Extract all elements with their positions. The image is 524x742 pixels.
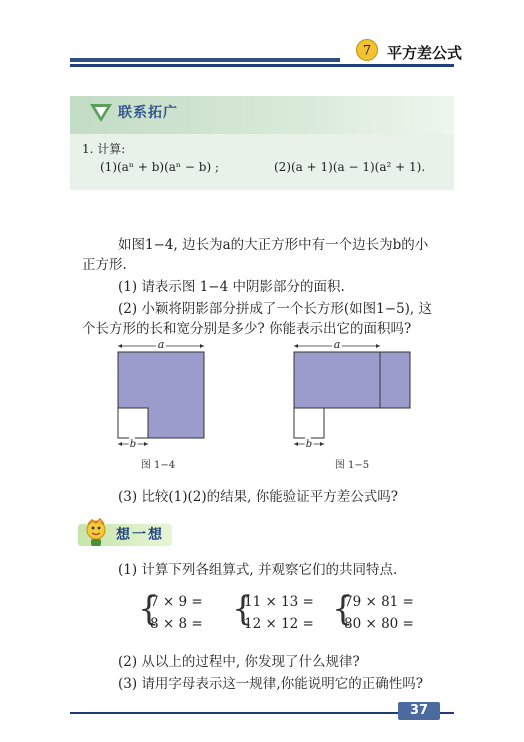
chapter-number-badge bbox=[355, 38, 379, 62]
arrow-right-icon bbox=[200, 344, 204, 348]
chapter-title: 平方差公式 bbox=[387, 44, 463, 62]
header-rule bbox=[70, 64, 454, 67]
footer-rule bbox=[70, 712, 454, 714]
label-b: b bbox=[129, 439, 137, 450]
thinking-kid-icon bbox=[82, 516, 110, 548]
rectangle-part-2 bbox=[380, 352, 410, 408]
small-square bbox=[118, 408, 148, 438]
figure-caption: 图 1−5 bbox=[334, 460, 370, 471]
think-q3: (3) 请用字母表示这一规律,你能说明它的正确性吗? bbox=[118, 676, 423, 692]
arrow-left-icon bbox=[118, 442, 122, 446]
page-number: 37 bbox=[409, 703, 429, 718]
problem-intro-line1: 如图1−4, 边长为a的大正方形中有一个边长为b的小 bbox=[118, 237, 429, 253]
problem-intro-line2: 正方形. bbox=[82, 257, 127, 273]
figure-1-4 bbox=[108, 338, 228, 478]
section-title: 联系拓广 bbox=[118, 105, 178, 121]
exercise-expr-2: (2)(a + 1)(a − 1)(a² + 1). bbox=[274, 160, 426, 174]
brace-1: { bbox=[138, 589, 160, 629]
header-bar bbox=[70, 58, 340, 62]
section-triangle-icon bbox=[88, 100, 114, 126]
arrow-right-icon bbox=[376, 344, 380, 348]
label-a: a bbox=[157, 338, 165, 351]
problem-q3: (3) 比较(1)(2)的结果, 你能验证平方差公式吗? bbox=[118, 489, 398, 505]
problem-q1: (1) 请表示图 1−4 中阴影部分的面积. bbox=[118, 279, 345, 295]
calc-2-line1: 11 × 13 = bbox=[244, 594, 314, 610]
label-a: a bbox=[333, 338, 341, 351]
calc-1-line1: 7 × 9 = bbox=[150, 594, 203, 610]
chapter-number: 7 bbox=[362, 43, 372, 59]
arrow-left-icon bbox=[294, 442, 298, 446]
figure-caption: 图 1−4 bbox=[140, 460, 176, 471]
think-title: 想一想 bbox=[116, 527, 164, 543]
arrow-left-icon bbox=[294, 344, 298, 348]
brace-2: { bbox=[232, 589, 254, 629]
rectangle-part-1 bbox=[294, 352, 380, 408]
calc-3-line1: 79 × 81 = bbox=[344, 594, 414, 610]
arrow-right-icon bbox=[144, 442, 148, 446]
brace-3: { bbox=[332, 589, 354, 629]
think-q2: (2) 从以上的过程中, 你发现了什么规律? bbox=[118, 654, 360, 670]
exercise-expr-1: (1)(aⁿ + b)(aⁿ − b) ; bbox=[100, 160, 220, 174]
exercise-label: 1. 计算: bbox=[82, 142, 126, 156]
problem-q2-line2: 个长方形的长和宽分别是多少? 你能表示出它的面积吗? bbox=[82, 321, 412, 337]
calc-3-line2: 80 × 80 = bbox=[344, 616, 414, 632]
figure-1-5 bbox=[282, 338, 422, 478]
arrow-right-icon bbox=[320, 442, 324, 446]
small-square bbox=[294, 408, 324, 438]
label-b: b bbox=[305, 439, 313, 450]
arrow-left-icon bbox=[118, 344, 122, 348]
calc-2-line2: 12 × 12 = bbox=[244, 616, 314, 632]
calc-1-line2: 8 × 8 = bbox=[150, 616, 203, 632]
problem-q2-line1: (2) 小颖将阴影部分拼成了一个长方形(如图1−5), 这 bbox=[118, 301, 433, 317]
think-q1: (1) 计算下列各组算式, 并观察它们的共同特点. bbox=[118, 562, 398, 578]
